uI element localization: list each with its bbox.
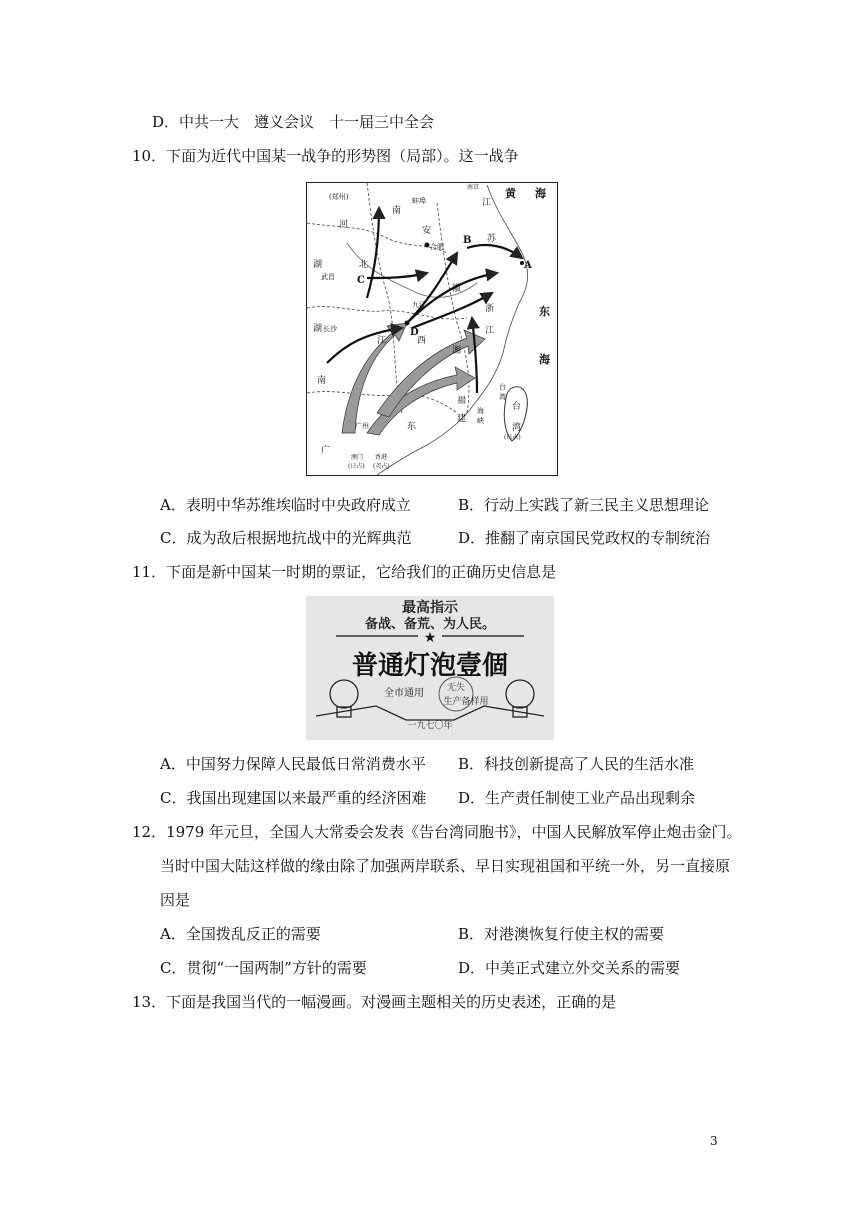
q12-option-d: D．中美正式建立外交关系的需要 (458, 959, 681, 977)
town-marker (425, 243, 430, 248)
map-label: 峡 (477, 417, 484, 425)
map-label: 九江 (412, 301, 426, 309)
q11-option-a: A．中国努力保障人民最低日常消费水平 (160, 755, 426, 773)
map-label: 安 (422, 226, 432, 236)
q10-option-c: C．成为敌后根据地抗战中的光辉典范 (160, 529, 412, 547)
page-number: 3 (710, 1134, 718, 1148)
map-label: 长沙 (323, 325, 337, 333)
map-point-label: A (524, 260, 532, 271)
advance-arrow (367, 208, 379, 298)
map-label: 海 (477, 407, 484, 415)
q12-option-c: C．贯彻“一国两制”方针的需要 (160, 959, 367, 977)
map-label: 建 (457, 414, 467, 424)
map-label: 广 (321, 446, 331, 456)
map-label: 徽 (452, 284, 462, 294)
map-point-label: D (410, 327, 419, 338)
map-label: 东 (539, 305, 550, 318)
map-label: 江 (482, 198, 492, 208)
province-border (307, 307, 467, 319)
map-label: 蚌埠 (412, 197, 426, 205)
ticket-star: ★ (423, 630, 437, 646)
q13-stem: 13．下面是我国当代的一幅漫画。对漫画主题相关的历史表述，正确的是 (132, 993, 617, 1011)
advance-arrow (412, 293, 495, 328)
q10-option-b: B．行动上实践了新三民主义思想理论 (458, 496, 710, 514)
war-situation-map-svg (307, 183, 557, 475)
q12-stem-line-1: 12．1979 年元旦，全国人大常委会发表《告台湾同胞书》，中国人民解放军停止炮击金门。 (132, 823, 742, 841)
advance-arrow (342, 323, 407, 433)
q11-option-d: D．生产责任制使工业产品出现剩余 (458, 789, 696, 807)
map-label: 南京 (467, 184, 480, 191)
advance-arrow (377, 330, 485, 417)
q10-option-d: D．推翻了南京国民党政权的专制统治 (458, 529, 711, 547)
q10-option-a: A．表明中华苏维埃临时中央政府成立 (160, 496, 411, 514)
map-label: 武昌 (321, 273, 335, 281)
q12-stem-line-2: 当时中国大陆这样做的缘由除了加强两岸联系、早日实现祖国和平统一外，另一直接原 (160, 857, 731, 875)
map-point-label: B (463, 235, 472, 246)
q12-option-a: A．全国拨乱反正的需要 (160, 925, 321, 943)
map-label: 江 (485, 326, 495, 336)
map-label: 苏 (487, 234, 497, 244)
ticket-left-note: 全市通用 (384, 688, 424, 699)
map-label: 台 (499, 383, 506, 391)
map-label: 海 (539, 353, 550, 366)
map-label: 广州 (355, 422, 369, 430)
map-label: 北 (359, 260, 369, 270)
map-label: 江 (377, 336, 387, 346)
ticket-stamp-text: 无失 (446, 683, 466, 693)
map-label: (日占) (348, 463, 365, 470)
war-situation-map (306, 182, 558, 476)
advance-arrow (327, 328, 402, 363)
map-label: 湘 (452, 346, 462, 356)
q12-stem-line-3: 因是 (160, 891, 191, 909)
map-label: (英占) (373, 463, 390, 470)
q10-stem: 10．下面为近代中国某一战争的形势图（局部）。这一战争 (132, 147, 519, 165)
map-point-label: C (357, 275, 365, 286)
town-marker (405, 321, 410, 326)
map-label: 湖 (313, 324, 323, 334)
q11-option-b: B．科技创新提高了人民的生活水准 (458, 755, 695, 773)
advance-arrow (367, 273, 427, 278)
map-label: 南 (392, 206, 402, 216)
map-label: 河 (339, 220, 349, 230)
ticket-top-title: 最高指示 (402, 600, 458, 616)
map-label: 湾 (499, 393, 506, 401)
advance-arrow (467, 245, 522, 258)
map-label: 西 (417, 336, 427, 346)
map-label: 湖 (313, 260, 323, 270)
map-label: 南 (317, 376, 327, 386)
q11-option-c: C．我国出现建国以来最严重的经济困难 (160, 789, 427, 807)
map-label: 澳门 (351, 454, 364, 461)
map-label: 黄 (505, 187, 516, 200)
map-label: 东 (407, 422, 417, 432)
ticket-year: 一九七〇年 (407, 721, 453, 731)
map-label: 香港 (375, 454, 388, 461)
ration-ticket-svg (306, 596, 554, 740)
province-border (367, 183, 402, 413)
map-label: 湾 (512, 423, 522, 433)
q12-option-b: B．对港澳恢复行使主权的需要 (458, 925, 665, 943)
q9-option-d: D．中共一大 遵义会议 十一届三中全会 (152, 113, 435, 131)
map-label: (郑州) (329, 193, 349, 201)
ticket-main-text: 普通灯泡壹個 (351, 651, 509, 681)
q11-stem: 11．下面是新中国某一时期的票证，它给我们的正确历史信息是 (132, 563, 557, 581)
map-label: 浙 (485, 304, 495, 314)
map-label: 台 (512, 402, 522, 412)
advance-arrow (472, 318, 477, 393)
map-label: 合肥 (430, 243, 444, 251)
ticket-right-note: 生产备样用 (443, 697, 489, 707)
ticket-slogan: 备战、备荒、为人民。 (364, 617, 496, 632)
map-label: (日占) (504, 434, 521, 441)
map-label: 福 (457, 396, 467, 406)
map-label: 海 (535, 187, 546, 200)
ration-ticket (306, 596, 554, 740)
